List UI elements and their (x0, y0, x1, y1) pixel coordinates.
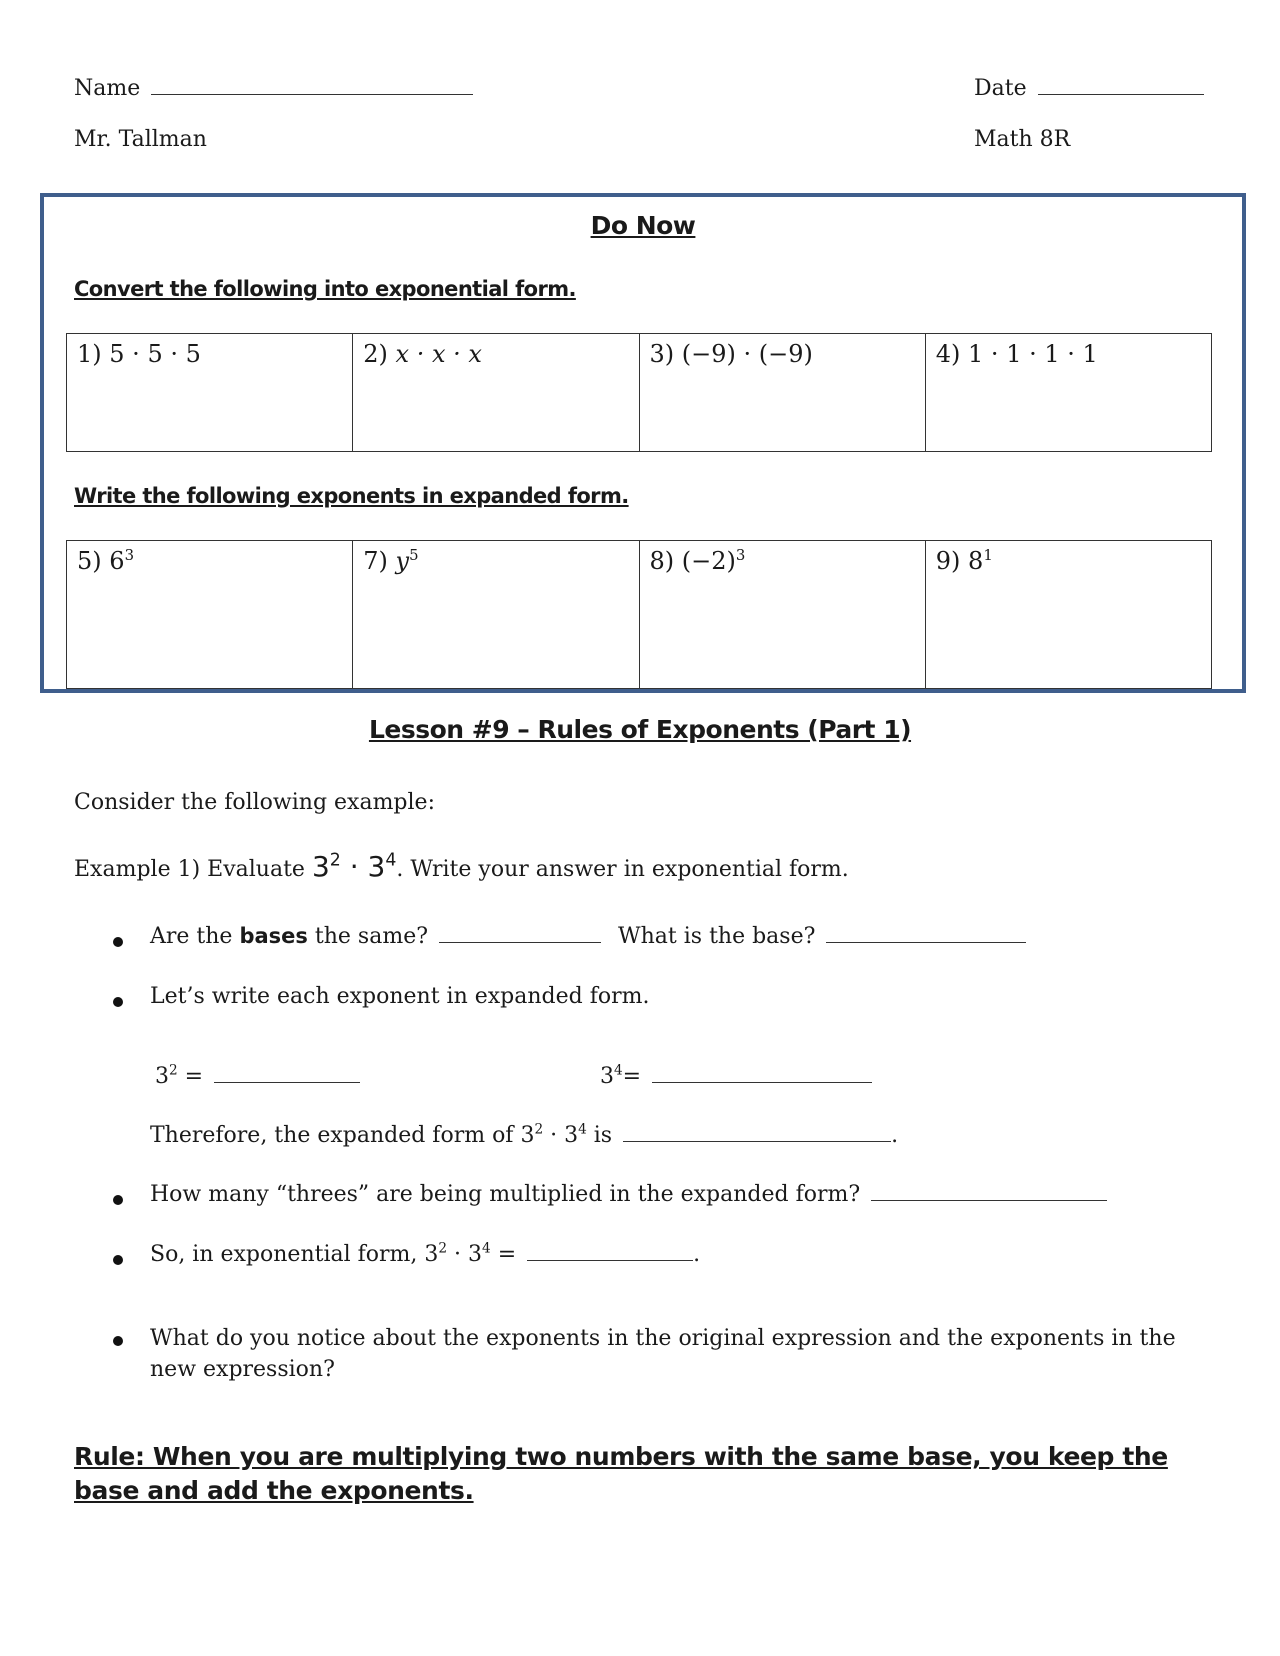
problem-2-cell[interactable]: 2) x · x · x (353, 334, 639, 452)
expanded-instruction: Let’s write each exponent in expanded form. (150, 984, 650, 1009)
teacher-name: Mr. Tallman (74, 127, 207, 152)
bullet-dot (113, 997, 123, 1007)
expanded-form-table (66, 540, 1212, 689)
problem-1-expr: 5 · 5 · 5 (109, 340, 201, 368)
problem-2-expr: x · x · x (395, 340, 482, 368)
name-field (74, 76, 473, 101)
exponential-form-statement: So, in exponential form, $3^2 \cdot 3^4$ = . (150, 1240, 701, 1267)
course-name: Math 8R (974, 127, 1071, 152)
threes-answer-blank[interactable] (871, 1199, 1107, 1201)
three-squared-blank[interactable] (214, 1081, 360, 1083)
name-blank[interactable] (151, 93, 473, 95)
bases-question: Are the bases the same? What is the base? (150, 924, 1026, 949)
instruction-exponential: Convert the following into exponential form. (74, 277, 576, 301)
problem-7-cell[interactable]: 7) $y^5$ (353, 541, 639, 689)
notice-question: What do you notice about the exponents in the original expression and the exponents in the new expression? (150, 1326, 1176, 1382)
equation-3-squared: $3^2$ = (155, 1064, 360, 1089)
date-field (974, 76, 1204, 101)
bullet-dot (113, 1336, 123, 1346)
example-expression: $3^2 \cdot 3^4$ (311, 850, 397, 883)
exponential-answer-blank[interactable] (527, 1259, 693, 1261)
name-label: Name (74, 76, 141, 101)
equation-3-fourth: $3^4=$ (600, 1064, 872, 1089)
date-label: Date (974, 76, 1027, 101)
bases-answer-blank[interactable] (439, 941, 601, 943)
therefore-statement: Therefore, the expanded form of $3^2 \cdot 3^4$ is . (150, 1121, 899, 1148)
problem-9-cell[interactable]: 9) $8^1$ (925, 541, 1211, 689)
problem-5-cell[interactable]: 5) $6^3$ (67, 541, 353, 689)
lesson-title: Lesson #9 – Rules of Exponents (Part 1) (368, 715, 912, 744)
instruction-expanded: Write the following exponents in expanded form. (74, 484, 629, 508)
problem-3-expr: (−9) · (−9) (681, 340, 813, 368)
do-now-box (40, 193, 1246, 693)
problem-4-cell[interactable]: 4) 1 · 1 · 1 · 1 (925, 334, 1211, 452)
bullet-dot (113, 937, 123, 947)
three-fourth-blank[interactable] (652, 1081, 872, 1083)
do-now-title: Do Now (590, 211, 696, 240)
expanded-form-blank[interactable] (623, 1140, 891, 1142)
rule-statement: Rule: When you are multiplying two numbers with the same base, you keep the base and add the exponents. (74, 1442, 1168, 1505)
problem-8-cell[interactable]: 8) $(-2)^3$ (639, 541, 925, 689)
threes-question: How many “threes” are being multiplied in the expanded form? (150, 1182, 1107, 1207)
example-1: Example 1) Evaluate $3^2 \cdot 3^4$. Write your answer in exponential form. (74, 850, 849, 883)
problem-4-expr: 1 · 1 · 1 · 1 (968, 340, 1098, 368)
problem-3-cell[interactable]: 3) (−9) · (−9) (639, 334, 925, 452)
intro-text: Consider the following example: (74, 790, 435, 815)
bullet-dot (113, 1195, 123, 1205)
bullet-dot (113, 1255, 123, 1265)
date-blank[interactable] (1038, 93, 1204, 95)
problem-1-cell[interactable]: 1) 5 · 5 · 5 (67, 334, 353, 452)
base-answer-blank[interactable] (826, 941, 1026, 943)
exponential-form-table (66, 333, 1212, 452)
